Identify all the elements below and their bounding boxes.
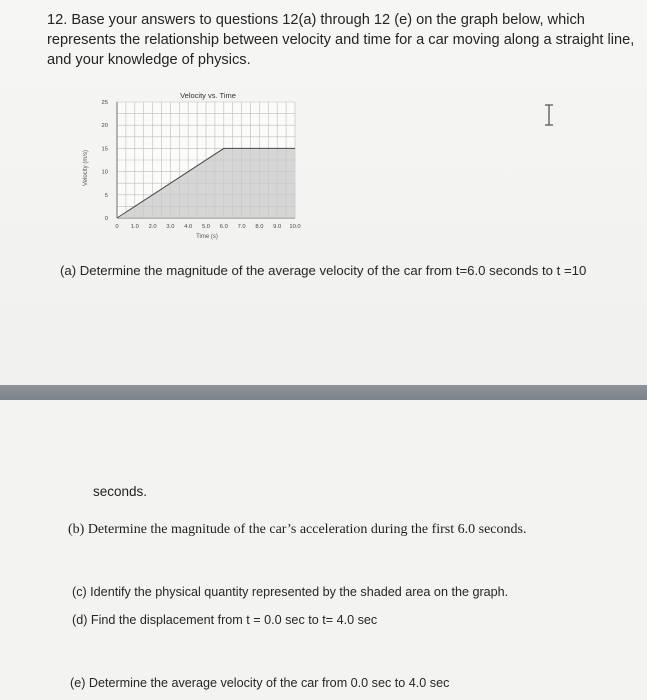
chart-x-ticks: [115, 224, 300, 230]
question-part-b: (b) Determine the magnitude of the car’s acceleration during the first 6.0 seconds.: [68, 522, 527, 537]
question-panel-bottom: [0, 400, 647, 700]
y-tick-label: 10: [101, 169, 108, 176]
x-tick-label: 5.0: [201, 224, 211, 230]
y-tick-label: 20: [101, 123, 108, 130]
x-tick-label: 9.0: [273, 224, 282, 230]
chart-x-axis-label: Time (s): [196, 234, 218, 240]
y-tick-label: 25: [101, 100, 108, 106]
x-tick-label: 1.0: [130, 224, 139, 230]
x-tick-label: 4.0: [184, 224, 193, 230]
x-tick-label: 7.0: [237, 224, 246, 230]
answer-separator-bar: [0, 385, 647, 400]
question-intro: 12. Base your answers to questions 12(a) through 12 (e) on the graph below, which represents the relationship between velocity and time for a car moving along a straight line, and your knowledge of physics.: [47, 12, 635, 68]
text-cursor-icon: [542, 104, 556, 126]
x-tick-label: 8.0: [255, 224, 264, 230]
part-a-unit: seconds.: [93, 484, 148, 499]
x-tick-label: 10.0: [289, 224, 301, 230]
question-part-d: (d) Find the displacement from t = 0.0 sec to t= 4.0 sec: [72, 613, 378, 627]
part-a-text: (a) Determine the magnitude of the average velocity of the car from t=6.0 seconds to t =10: [60, 263, 587, 278]
question-part-a: [60, 263, 640, 278]
x-tick-label: 3.0: [166, 224, 175, 230]
chart-y-axis-label: Velocity (m/s): [83, 149, 89, 187]
velocity-time-chart: [75, 86, 335, 246]
x-tick-label: 0: [115, 224, 119, 230]
y-tick-label: 15: [101, 146, 108, 153]
x-tick-label: 6.0: [219, 224, 228, 230]
y-tick-label: 0: [104, 216, 108, 222]
chart-title: Velocity vs. Time: [180, 91, 236, 100]
x-tick-label: 2.0: [148, 224, 157, 230]
chart-y-ticks: [102, 100, 108, 222]
question-part-c: (c) Identify the physical quantity represented by the shaded area on the graph.: [72, 585, 509, 599]
question-part-e: (e) Determine the average velocity of the car from 0.0 sec to 4.0 sec: [70, 676, 450, 690]
chart-svg: [75, 86, 335, 246]
y-tick-label: 5: [104, 192, 108, 199]
